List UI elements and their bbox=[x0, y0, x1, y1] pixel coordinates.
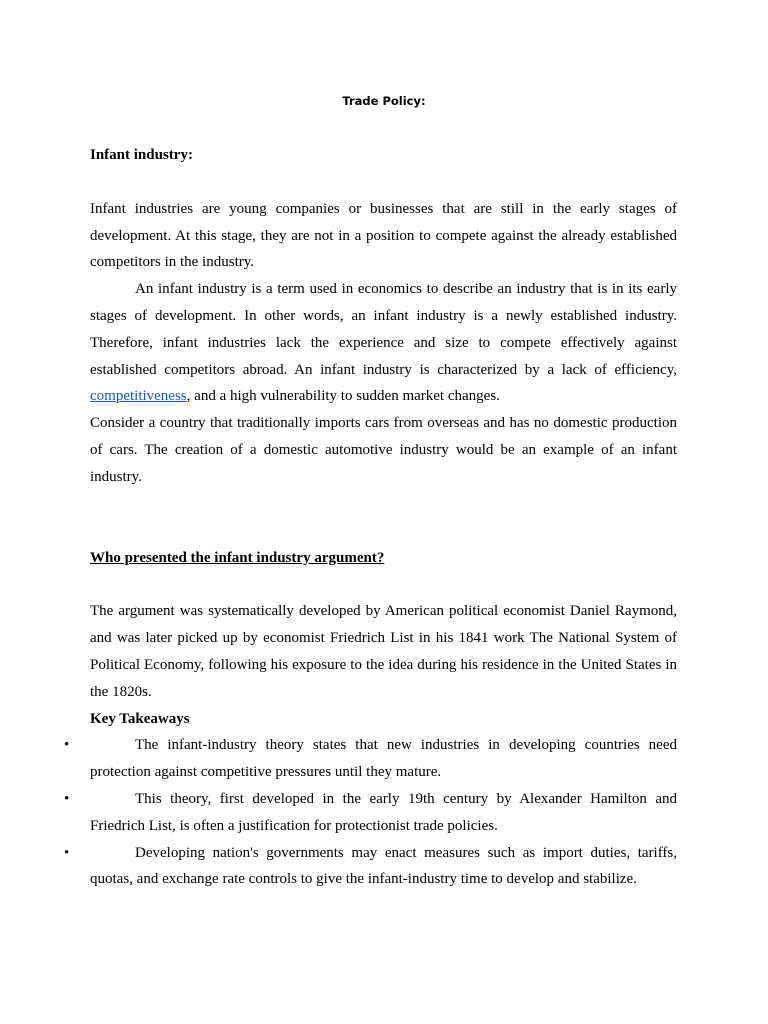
document-title: Trade Policy: bbox=[342, 94, 426, 108]
list-item bbox=[64, 732, 677, 786]
section-heading-infant-industry: Infant industry: bbox=[90, 147, 193, 163]
paragraph-infant-definition: Infant industries are young companies or businesses that are still in the early stages of development. At this stage, they are not in a position to compete against the already established competitors in the industry. bbox=[90, 200, 677, 271]
list-item bbox=[64, 840, 677, 894]
list-item-text: Developing nation's governments may enact measures such as import duties, tariffs, quotas, and exchange rate controls to give the infant-industry time to develop and stabilize. bbox=[90, 844, 677, 888]
key-takeaways-list bbox=[64, 732, 677, 893]
document-body bbox=[64, 142, 677, 893]
competitiveness-link[interactable]: competitiveness bbox=[90, 388, 187, 405]
list-item-text: The infant-industry theory states that new industries in developing countries need protection against competitive pressures until they mature. bbox=[90, 737, 677, 781]
bullet-icon: • bbox=[64, 790, 70, 807]
key-takeaways-heading: Key Takeaways bbox=[90, 710, 190, 727]
paragraph-infant-economics bbox=[90, 276, 677, 410]
bullet-icon: • bbox=[64, 737, 70, 754]
list-item-text: This theory, first developed in the early 19th century by Alexander Hamilton and Friedrich List, is often a justification for protectionist trade policies. bbox=[90, 790, 677, 834]
spacer bbox=[90, 491, 677, 545]
paragraph-text: , and a high vulnerability to sudden market changes. bbox=[186, 388, 500, 405]
spacer bbox=[90, 571, 677, 598]
list-item bbox=[64, 786, 677, 840]
bullet-icon: • bbox=[64, 844, 70, 861]
section-heading-who-presented: Who presented the infant industry argument? bbox=[90, 549, 385, 566]
spacer bbox=[90, 169, 677, 196]
paragraph-argument-history: The argument was systematically developed by American political economist Daniel Raymond, and was later picked up by economist Friedrich List in his 1841 work The National System of Political Economy, following his exposure to the idea during his residence in the United States in the 1820s. bbox=[90, 603, 677, 700]
paragraph-car-example: Consider a country that traditionally imports cars from overseas and has no domestic production of cars. The creation of a domestic automotive industry would be an example of an infant industry. bbox=[90, 415, 677, 485]
paragraph-text: An infant industry is a term used in economics to describe an industry that is in its early stages of development. In other words, an infant industry is a newly established industry. Therefore, infant industries lack the experience and size to compete effectively against established competitors abroad. An infant industry is characterized by a lack of efficiency, bbox=[90, 281, 677, 378]
